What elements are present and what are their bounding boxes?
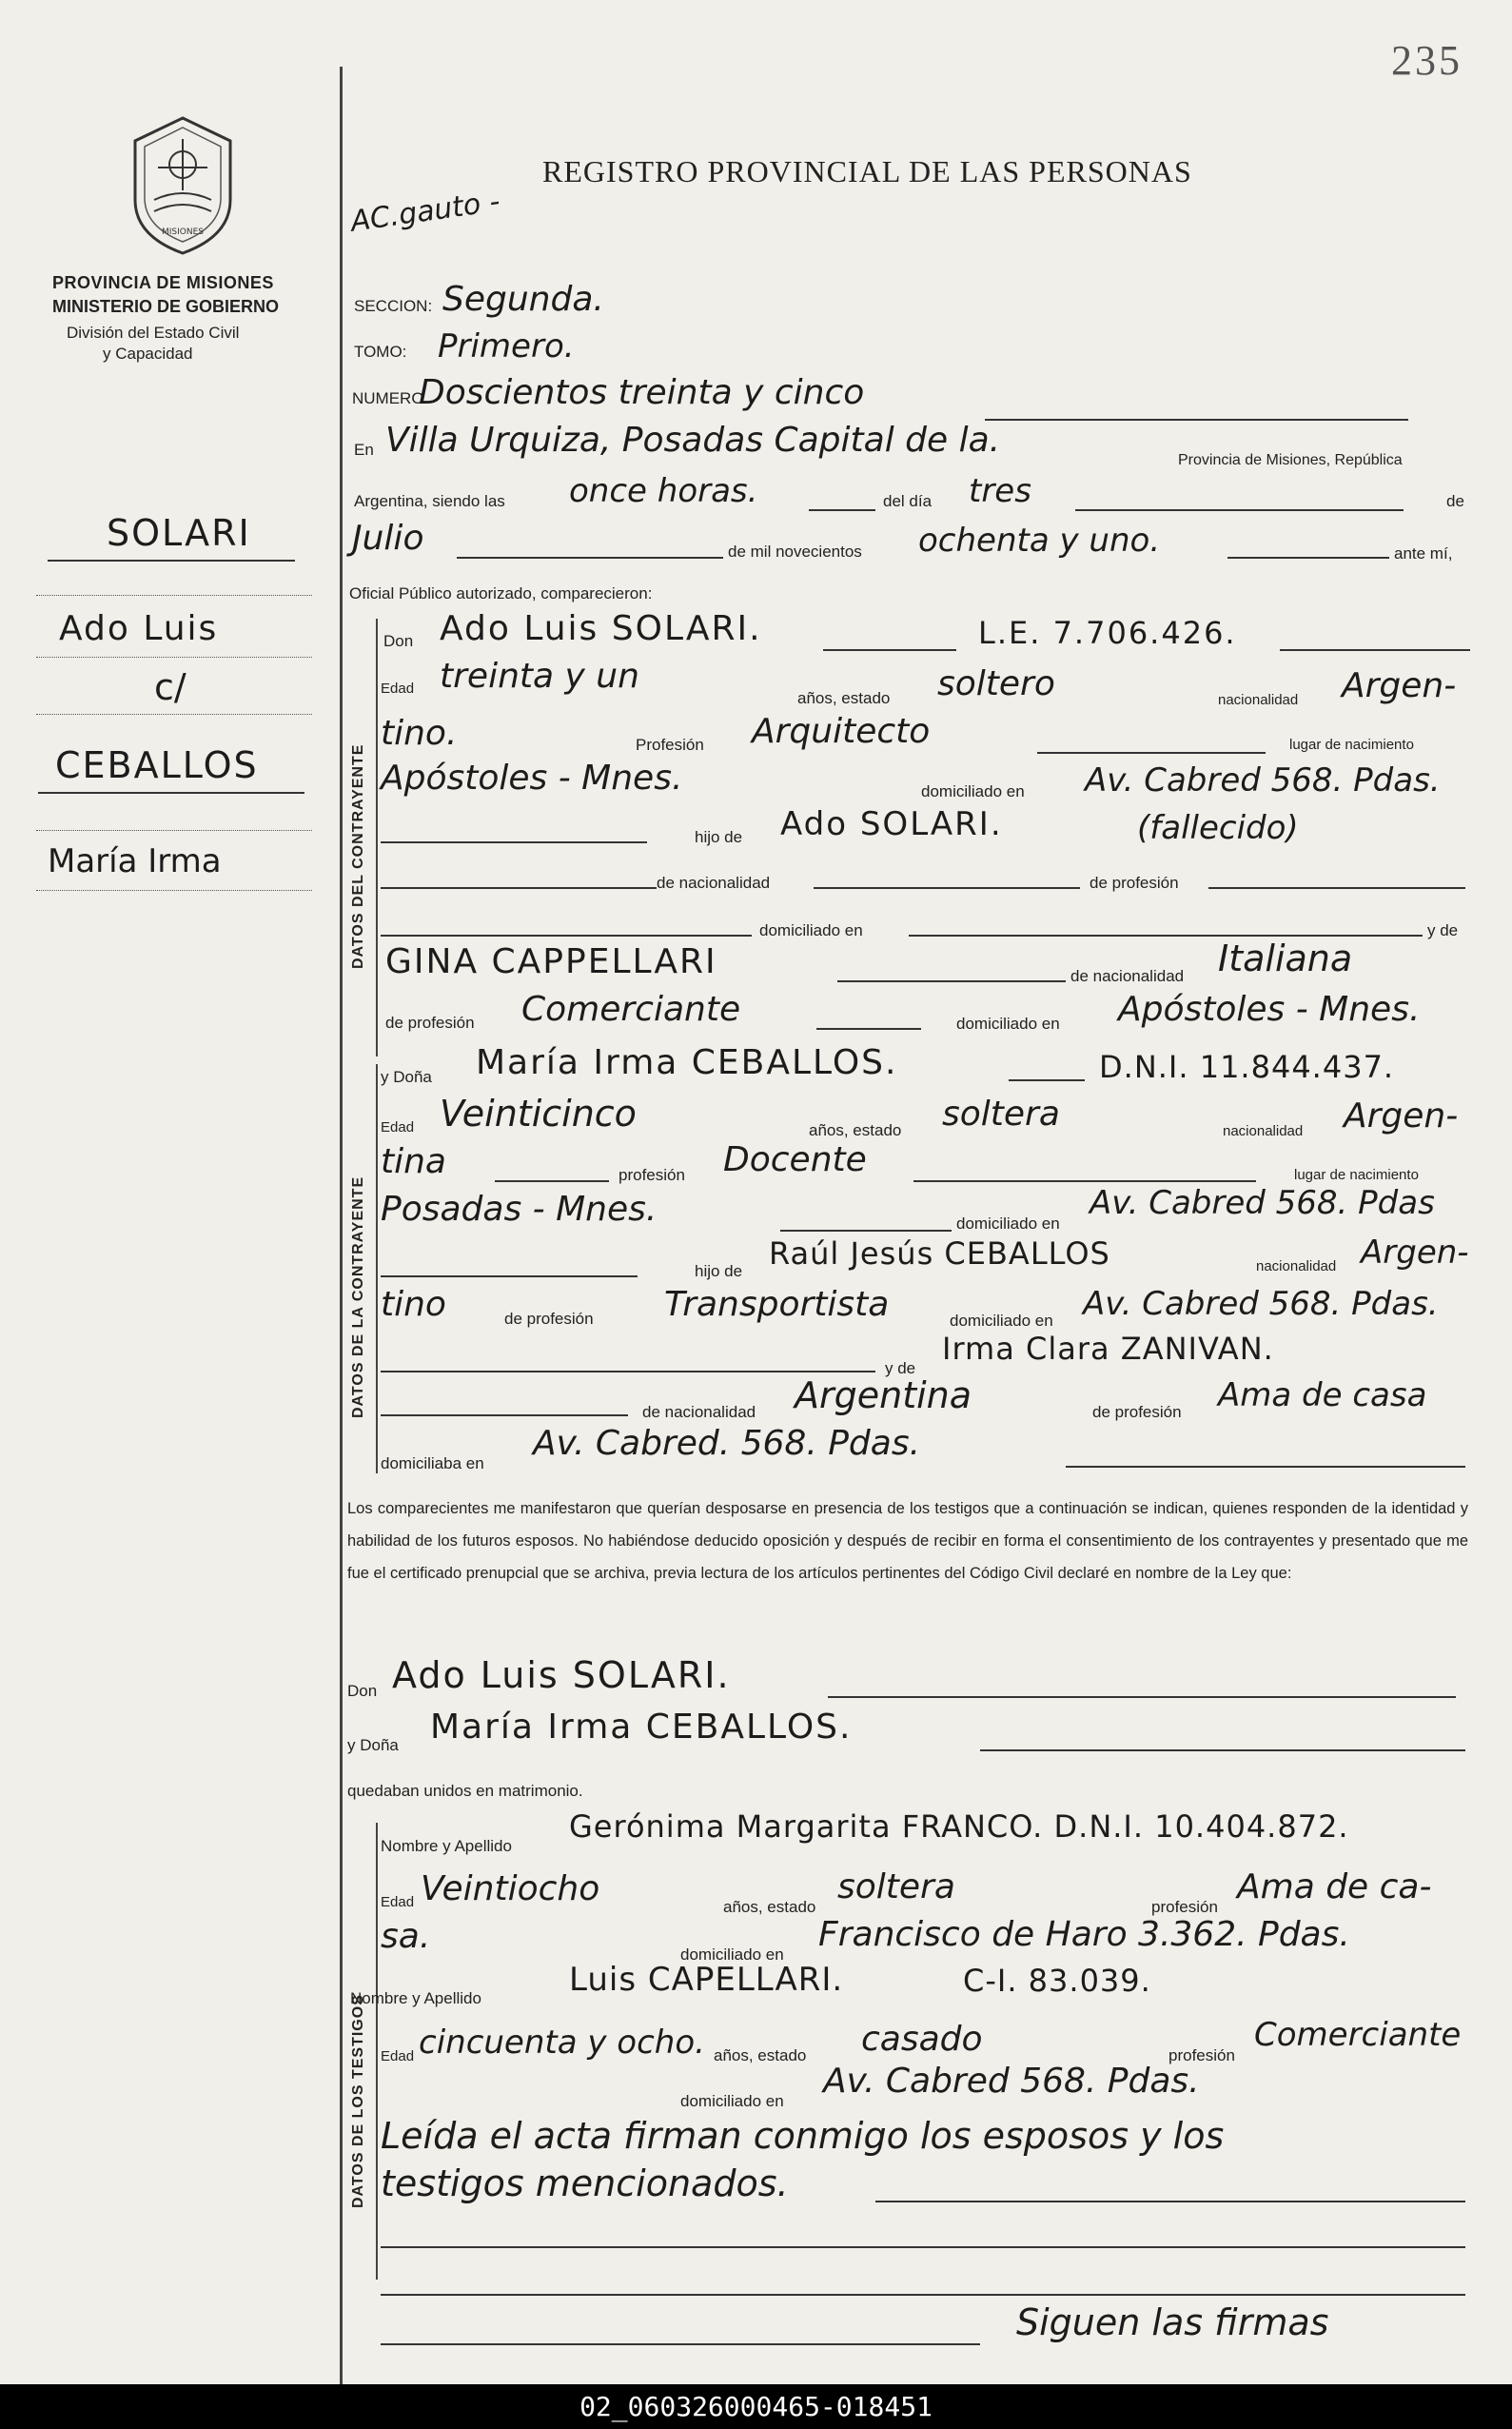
domiciliado-label-5: domiciliado en xyxy=(680,1945,784,1964)
nombre-apellido-label: Nombre y Apellido xyxy=(381,1837,512,1855)
lugar-nac-label: lugar de nacimiento xyxy=(1289,737,1414,753)
nombre-apellido-label-2: Nombre y Apellido xyxy=(350,1989,481,2007)
novia-madre-nac: Argentina xyxy=(795,1374,972,1416)
novia-madre-prof: Ama de casa xyxy=(1218,1376,1427,1414)
de-nacionalidad-label: de nacionalidad xyxy=(657,874,771,892)
domiciliado-label: domiciliado en xyxy=(921,782,1025,800)
testigo1-nombre: Gerónima Margarita FRANCO. D.N.I. 10.404.872. xyxy=(569,1808,1349,1845)
novia-nombre: María Irma CEBALLOS. xyxy=(476,1043,898,1082)
novia-madre: Irma Clara ZANIVAN. xyxy=(942,1331,1274,1367)
nacionalidad-label: nacionalidad xyxy=(1218,692,1299,708)
novia-lugar: Posadas - Mnes. xyxy=(381,1190,658,1229)
de-mil-label: de mil novecientos xyxy=(728,543,862,561)
fill-line xyxy=(837,980,1066,982)
anios-estado-label-2: años, estado xyxy=(809,1121,902,1139)
profesion-label: Profesión xyxy=(636,736,704,754)
de-nacionalidad-label-2: de nacionalidad xyxy=(1070,967,1185,985)
mes-value: Julio xyxy=(352,519,424,558)
margin-name-2: María Irma xyxy=(48,842,222,880)
novio-estado: soltero xyxy=(937,664,1055,703)
ministry-label: MINISTERIO DE GOBIERNO xyxy=(52,297,280,316)
hijo-de-label: hijo de xyxy=(695,828,743,846)
fill-line xyxy=(1009,1079,1085,1081)
fill-line xyxy=(1280,649,1470,651)
edad-label-4: Edad xyxy=(381,2048,415,2064)
hija-de-label: hijo de xyxy=(695,1262,743,1280)
novio-edad: treinta y un xyxy=(440,657,639,696)
testigo2-doc: C-I. 83.039. xyxy=(963,1963,1151,1999)
y-de-label: y de xyxy=(1427,921,1459,939)
novio-madre-dom: Apóstoles - Mnes. xyxy=(1118,990,1421,1029)
novio-madre-nac: Italiana xyxy=(1218,938,1353,979)
de-profesion-label: de profesión xyxy=(1090,874,1179,892)
fill-line xyxy=(1066,1466,1465,1468)
novia-padre-prof: Transportista xyxy=(664,1285,890,1324)
margin-surname-1: SOLARI xyxy=(107,512,251,554)
novia-estado: soltera xyxy=(942,1095,1060,1134)
novia-doc: D.N.I. 11.844.437. xyxy=(1099,1049,1395,1085)
fill-line xyxy=(457,557,723,559)
domiciliado-label-3: domiciliado en xyxy=(956,1015,1060,1033)
seccion-value: Segunda. xyxy=(442,280,604,319)
margin-dotted xyxy=(36,890,312,891)
novio-madre-prof: Comerciante xyxy=(521,990,741,1029)
fill-line xyxy=(381,887,657,889)
novio-doc: L.E. 7.706.426. xyxy=(978,615,1237,651)
testigo1-prof-1: Ama de ca- xyxy=(1237,1867,1432,1906)
annotation: AC.gauto - xyxy=(348,185,502,239)
fill-line xyxy=(381,2343,980,2345)
testigo2-edad: cincuenta y ocho. xyxy=(419,2024,705,2062)
domiciliado-label-6: domiciliado en xyxy=(680,2092,784,2110)
fill-line xyxy=(1037,752,1266,754)
margin-underline xyxy=(48,560,295,562)
document-title: REGISTRO PROVINCIAL DE LAS PERSONAS xyxy=(542,154,1192,188)
de-profesion-label-4: de profesión xyxy=(1092,1403,1182,1421)
fill-line xyxy=(495,1180,609,1182)
edad-label-2: Edad xyxy=(381,1119,415,1136)
legal-paragraph: Los comparecientes me manifestaron que querían desposarse en presencia de los testigos que a continuación se indican, quienes responden de la identidad y habilidad de los futuros esposos. No habiéndose deducido oposición y después de recibir en forma el consentimiento de los contrayentes y presentado que me fue el certificado prenupcial que se archiva, previa lectura de los artículos pertinentes del Código Civil declaré en nombre de la Ley que: xyxy=(347,1500,1468,1582)
novio-nac-1: Argen- xyxy=(1342,666,1457,705)
margin-dotted xyxy=(36,657,312,658)
novia-prof: Docente xyxy=(723,1140,867,1179)
en-label: En xyxy=(354,441,374,459)
margin-surname-2: CEBALLOS xyxy=(55,744,259,786)
profesion-label-3: profesión xyxy=(1151,1898,1218,1916)
don-label-2: Don xyxy=(347,1682,378,1700)
fill-line xyxy=(780,1230,952,1232)
side-label-contrayente: DATOS DEL CONTRAYENTE xyxy=(350,743,366,969)
seccion-label: SECCION: xyxy=(354,297,433,315)
quedaban-label: quedaban unidos en matrimonio. xyxy=(347,1782,583,1800)
don-final: Ado Luis SOLARI. xyxy=(392,1654,731,1696)
provincia-label: Provincia de Misiones, República xyxy=(1178,452,1403,468)
profesion-label-2: profesión xyxy=(619,1166,685,1184)
margin-dotted xyxy=(36,830,312,831)
anios-estado-label: años, estado xyxy=(797,689,891,707)
novia-nac-2: tina xyxy=(381,1142,446,1181)
testigo2-estado: casado xyxy=(861,2020,983,2059)
domiciliado-label-4: domiciliado en xyxy=(950,1312,1053,1330)
fill-line xyxy=(381,935,752,937)
side-label-contrayenta: DATOS DE LA CONTRAYENTE xyxy=(350,1175,366,1418)
novio-domicilio: Av. Cabred 568. Pdas. xyxy=(1085,761,1441,800)
fill-line xyxy=(1075,509,1404,511)
fill-line xyxy=(828,1696,1456,1698)
fill-line xyxy=(814,887,1080,889)
margin-line xyxy=(340,67,343,2384)
fill-line xyxy=(381,2294,1465,2296)
fill-line xyxy=(985,419,1408,421)
testigo1-edad: Veintiocho xyxy=(421,1869,600,1908)
section-bracket-1 xyxy=(376,619,378,1057)
novio-prof: Arquitecto xyxy=(752,712,931,751)
fill-line xyxy=(1208,887,1465,889)
profesion-label-4: profesión xyxy=(1168,2046,1235,2064)
y-de-label-2: y de xyxy=(885,1359,916,1377)
closing-note-2: testigos mencionados. xyxy=(381,2162,789,2204)
testigo2-prof: Comerciante xyxy=(1254,2016,1462,2054)
fill-line xyxy=(381,1275,638,1277)
de-nacionalidad-label-3: de nacionalidad xyxy=(642,1403,756,1421)
dia-value: tres xyxy=(969,472,1031,510)
division-label: División del Estado Civil xyxy=(67,324,240,342)
oficial-label: Oficial Público autorizado, comparecieron: xyxy=(349,584,653,602)
domiciliaba-label: domiciliaba en xyxy=(381,1454,484,1472)
fill-line xyxy=(875,2201,1465,2202)
fill-line xyxy=(381,1371,875,1372)
fill-line xyxy=(381,1414,628,1416)
margin-dotted xyxy=(36,595,312,596)
lugar-nac-label-2: lugar de nacimiento xyxy=(1294,1167,1419,1183)
testigo1-dom: Francisco de Haro 3.362. Pdas. xyxy=(818,1915,1350,1954)
numero-value: Doscientos treinta y cinco xyxy=(419,373,865,412)
fill-line xyxy=(809,509,875,511)
anios-estado-label-3: años, estado xyxy=(723,1898,816,1916)
division-label-2: y Capacidad xyxy=(103,345,193,363)
hora-value: once horas. xyxy=(569,472,758,510)
novio-padre-nota: (fallecido) xyxy=(1137,809,1299,847)
don-label: Don xyxy=(383,632,414,650)
nacionalidad-label-2: nacionalidad xyxy=(1223,1123,1304,1139)
tomo-label: TOMO: xyxy=(354,343,407,361)
closing-note-1: Leída el acta firman conmigo los esposos y los xyxy=(381,2115,1225,2157)
novio-madre: GINA CAPPELLARI xyxy=(385,942,717,981)
novio-lugar: Apóstoles - Mnes. xyxy=(381,759,683,798)
argentina-label: Argentina, siendo las xyxy=(354,492,505,510)
edad-label: Edad xyxy=(381,681,415,697)
side-label-testigos: DATOS DE LOS TESTIGOS xyxy=(350,1994,366,2208)
fill-line xyxy=(1227,557,1389,559)
fill-line xyxy=(823,649,956,651)
testigo2-dom: Av. Cabred 568. Pdas. xyxy=(823,2062,1200,2101)
estado-label: años, estado xyxy=(714,2046,807,2064)
domiciliada-label: domiciliado en xyxy=(956,1214,1060,1233)
edad-label-3: Edad xyxy=(381,1894,415,1910)
ante-mi-label: ante mí, xyxy=(1394,544,1453,563)
novio-padre: Ado SOLARI. xyxy=(780,805,1003,843)
lugar-value: Villa Urquiza, Posadas Capital de la. xyxy=(385,421,1001,460)
fill-line xyxy=(913,1180,1256,1182)
testigo1-prof-2: sa. xyxy=(381,1917,431,1956)
provincial-seal xyxy=(116,112,249,260)
novia-padre: Raúl Jesús CEBALLOS xyxy=(769,1235,1110,1272)
novia-edad: Veinticinco xyxy=(440,1093,637,1135)
y-dona-label: y Doña xyxy=(381,1068,432,1086)
footer-id-bar: 02_060326000465-018451 xyxy=(0,2384,1512,2429)
novia-padre-nac-1: Argen- xyxy=(1361,1234,1469,1272)
novia-madre-dom: Av. Cabred. 568. Pdas. xyxy=(533,1424,921,1463)
fill-line xyxy=(980,1749,1465,1751)
signatures-follow: Siguen las firmas xyxy=(1016,2301,1329,2343)
novia-padre-dom: Av. Cabred 568. Pdas. xyxy=(1083,1285,1439,1323)
section-bracket-2 xyxy=(376,1064,378,1473)
de-label: de xyxy=(1446,492,1464,510)
margin-connector: c/ xyxy=(154,666,187,708)
section-bracket-3 xyxy=(376,1823,378,2280)
province-label: PROVINCIA DE MISIONES xyxy=(52,273,274,292)
novia-nac-1: Argen- xyxy=(1344,1096,1459,1136)
numero-label: NUMERO xyxy=(352,389,424,407)
nacionalidad-label-3: nacionalidad xyxy=(1256,1258,1337,1274)
testigo1-estado: soltera xyxy=(837,1867,955,1906)
de-profesion-label-3: de profesión xyxy=(504,1310,594,1328)
novia-padre-nac-2: tino xyxy=(381,1285,446,1324)
de-profesion-label-2: de profesión xyxy=(385,1014,475,1032)
novio-nac-2: tino. xyxy=(381,714,458,753)
y-dona-label-2: y Doña xyxy=(347,1736,399,1754)
svg-text:MISIONES: MISIONES xyxy=(161,227,205,237)
page-number: 235 xyxy=(1391,37,1463,84)
fill-line xyxy=(816,1028,921,1030)
margin-underline xyxy=(38,792,304,794)
fill-line xyxy=(381,2246,1465,2248)
novio-nombre: Ado Luis SOLARI. xyxy=(440,609,762,648)
anio-value: ochenta y uno. xyxy=(918,522,1161,560)
fill-line xyxy=(909,935,1423,937)
fill-line xyxy=(381,841,647,843)
margin-name-1: Ado Luis xyxy=(59,609,219,648)
domiciliado-label-2: domiciliado en xyxy=(759,921,863,939)
tomo-value: Primero. xyxy=(438,327,575,365)
margin-dotted xyxy=(36,714,312,715)
novia-domicilio: Av. Cabred 568. Pdas xyxy=(1090,1184,1435,1222)
dona-final: María Irma CEBALLOS. xyxy=(430,1708,853,1747)
del-dia-label: del día xyxy=(883,492,933,510)
testigo2-nombre: Luis CAPELLARI. xyxy=(569,1961,844,1999)
